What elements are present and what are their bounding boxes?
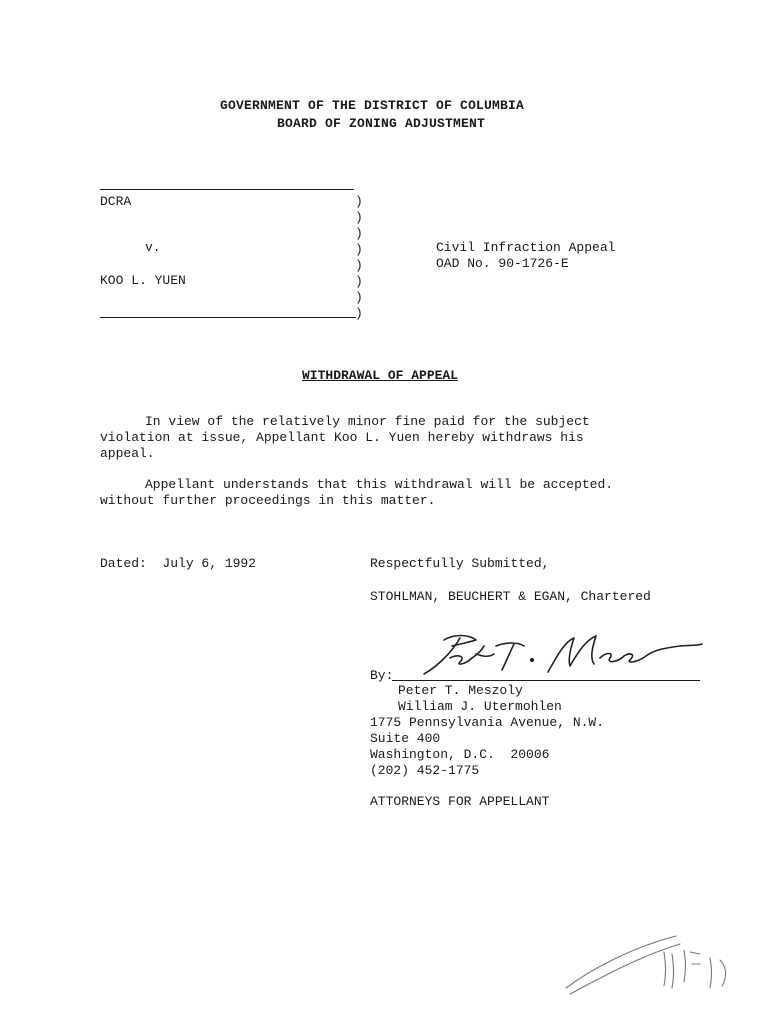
body-paragraph-2-line-2: without further proceedings in this matter. — [100, 493, 436, 508]
caption-bottom-rule — [100, 317, 356, 318]
caption-paren: ) — [355, 274, 363, 289]
body-paragraph-2-line-1: Appellant understands that this withdrawal will be accepted. — [145, 477, 614, 492]
body-paragraph-1-line-1: In view of the relatively minor fine paid for the subject — [145, 414, 590, 429]
handwritten-signature — [410, 628, 710, 688]
respectfully-submitted: Respectfully Submitted, — [370, 556, 550, 571]
header-line-1: GOVERNMENT OF THE DISTRICT OF COLUMBIA — [220, 98, 525, 113]
case-type: Civil Infraction Appeal — [436, 240, 616, 255]
caption-paren: ) — [355, 210, 363, 225]
caption-paren: ) — [355, 290, 363, 305]
caption-paren: ) — [355, 242, 363, 257]
caption-paren: ) — [355, 306, 363, 321]
body-paragraph-1-line-3: appeal. — [100, 446, 155, 461]
caption-paren: ) — [355, 226, 363, 241]
law-firm-name: STOHLMAN, BEUCHERT & EGAN, Chartered — [370, 589, 651, 604]
caption-party-bottom: KOO L. YUEN — [100, 273, 186, 288]
attorney-name-2: William J. Utermohlen — [398, 699, 562, 714]
dated-line: Dated: July 6, 1992 — [100, 556, 257, 571]
address-line-1: 1775 Pennsylvania Avenue, N.W. — [370, 715, 605, 730]
address-line-2: Suite 400 — [370, 731, 441, 746]
attorney-name-1: Peter T. Meszoly — [398, 683, 523, 698]
caption-paren: ) — [355, 194, 363, 209]
caption-top-rule — [100, 189, 354, 190]
caption-party-top: DCRA — [100, 194, 132, 209]
body-paragraph-1-line-2: violation at issue, Appellant Koo L. Yuen hereby withdraws his — [100, 430, 584, 445]
by-label: By: — [370, 668, 394, 683]
caption-versus: v. — [145, 240, 161, 255]
case-number: OAD No. 90-1726-E — [436, 256, 569, 271]
filing-stamp-scribble — [560, 930, 750, 1000]
header-line-2: BOARD OF ZONING ADJUSTMENT — [277, 116, 486, 131]
document-title: WITHDRAWAL OF APPEAL — [302, 368, 459, 383]
caption-paren: ) — [355, 258, 363, 273]
attorneys-for-appellant: ATTORNEYS FOR APPELLANT — [370, 794, 550, 809]
phone-number: (202) 452-1775 — [370, 763, 480, 778]
address-line-3: Washington, D.C. 20006 — [370, 747, 550, 762]
